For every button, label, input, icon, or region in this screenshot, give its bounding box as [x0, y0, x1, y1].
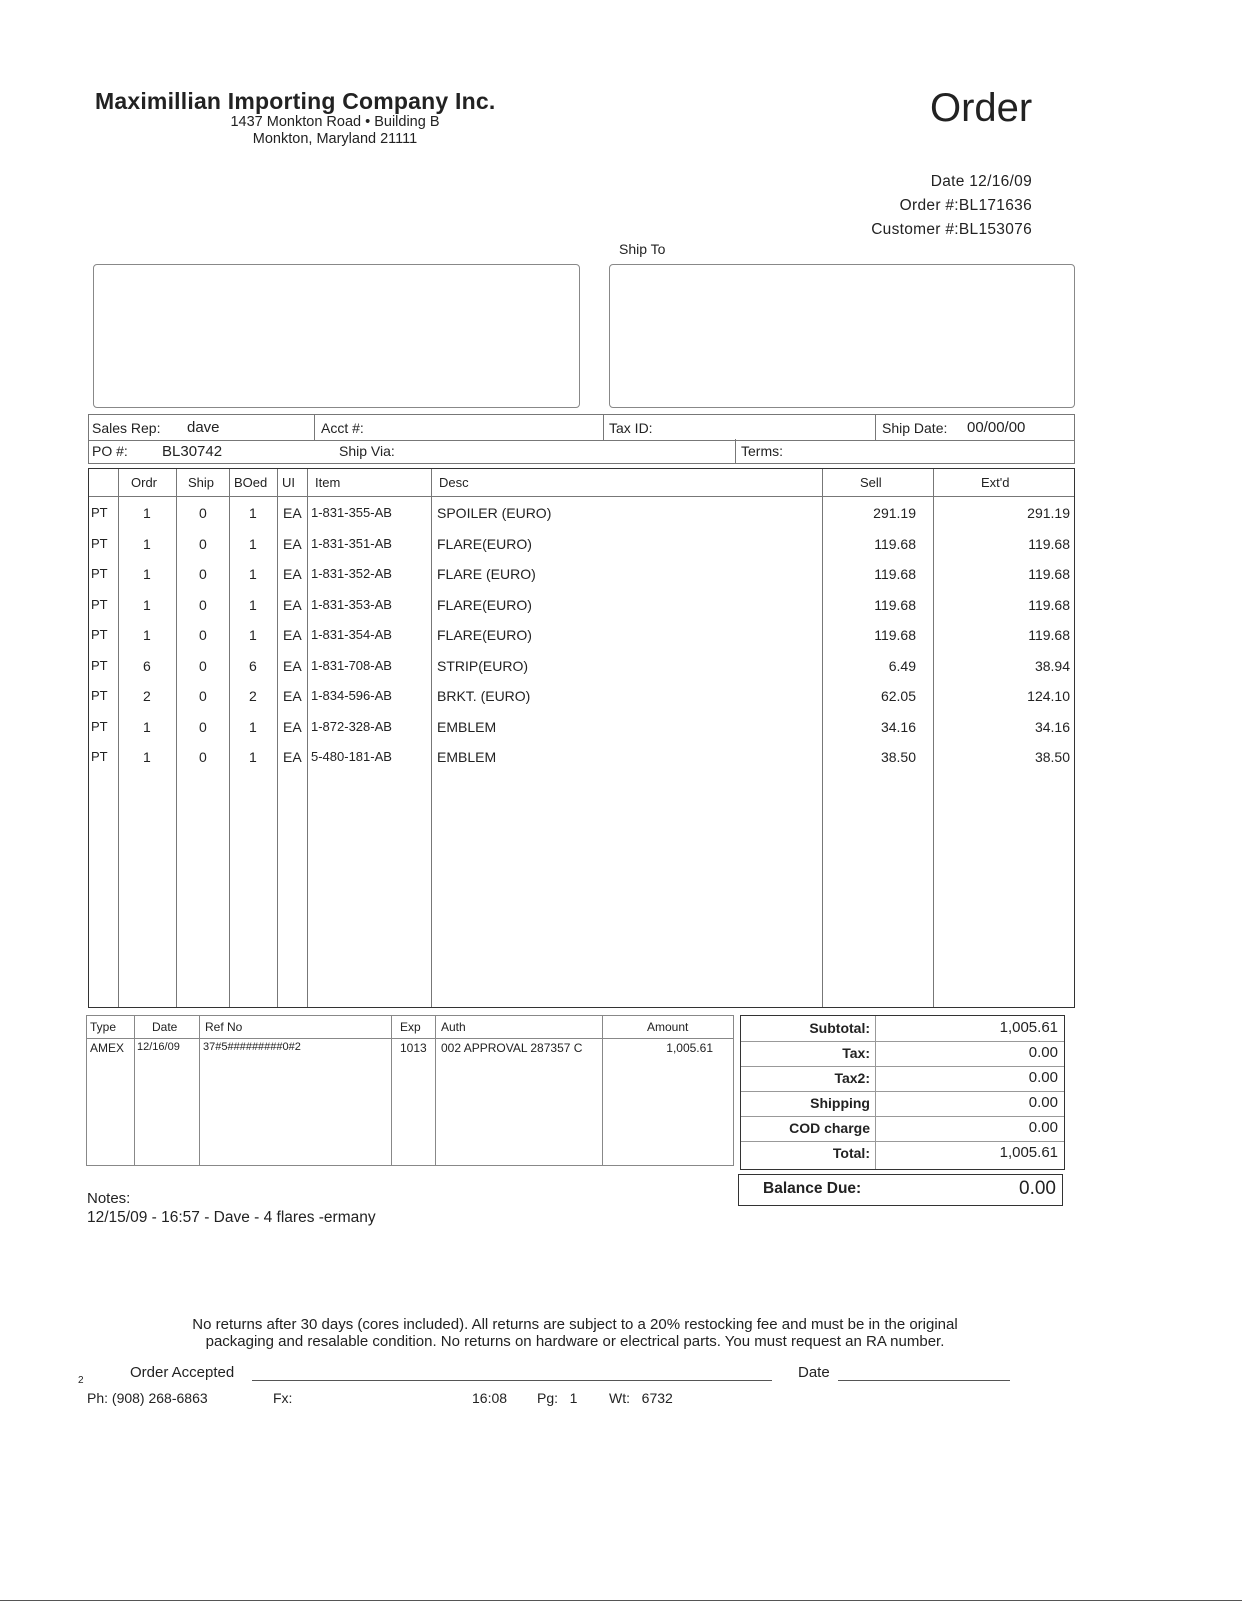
- item-ordr: 1: [143, 505, 151, 521]
- balance-due-value: 0.00: [1019, 1178, 1056, 1199]
- payment-type: AMEX: [90, 1041, 125, 1055]
- tax-id-label: Tax ID:: [609, 419, 653, 436]
- item-extd: 119.68: [1028, 535, 1070, 552]
- item-ui: EA: [283, 535, 302, 552]
- item-extd: 124.10: [1027, 688, 1070, 704]
- table-row: [89, 651, 1074, 681]
- line-items-table: [88, 468, 1075, 1008]
- totals-value: 0.00: [1028, 1044, 1058, 1061]
- po-label: PO #:: [92, 443, 128, 459]
- item-ship: 0: [199, 657, 207, 674]
- item-item: 1-831-353-AB: [311, 596, 392, 612]
- item-sell: 6.49: [888, 657, 916, 674]
- item-ship: 0: [199, 749, 207, 765]
- accept-date-label: Date: [798, 1364, 830, 1381]
- item-extd: 119.68: [1028, 566, 1070, 582]
- item-ui: EA: [283, 749, 302, 765]
- ship-date-value: 00/00/00: [967, 419, 1026, 436]
- info-divider: [875, 415, 876, 440]
- item-type: PT: [91, 596, 108, 612]
- item-desc: BRKT. (EURO): [437, 688, 531, 704]
- item-item: 1-831-355-AB: [311, 505, 392, 520]
- ship-to-label: Ship To: [619, 241, 666, 257]
- totals-value: 0.00: [1028, 1119, 1058, 1136]
- totals-row: [741, 1066, 1064, 1092]
- payment-header-date: Date: [152, 1020, 178, 1034]
- totals-value: 1,005.61: [999, 1019, 1058, 1036]
- header-ui: UI: [282, 475, 295, 490]
- header-sell: Sell: [860, 475, 882, 490]
- notes-text: 12/15/09 - 16:57 - Dave - 4 flares -ermany: [87, 1209, 376, 1226]
- item-ship: 0: [199, 566, 207, 582]
- item-desc: STRIP(EURO): [437, 657, 528, 674]
- info-divider: [314, 415, 315, 440]
- footer-weight: Wt: 6732: [609, 1390, 673, 1406]
- item-sell: 119.68: [874, 627, 916, 643]
- balance-due-label: Balance Due:: [763, 1180, 862, 1197]
- header-extd: Ext'd: [981, 475, 1010, 490]
- company-address-line2: Monkton, Maryland 21111: [252, 131, 418, 147]
- company-address-line1: 1437 Monkton Road • Building B: [230, 114, 440, 130]
- order-accepted-label: Order Accepted: [130, 1364, 235, 1381]
- header-ship: Ship: [188, 475, 215, 490]
- item-ordr: 1: [143, 596, 151, 613]
- footer-time: 16:08: [472, 1390, 508, 1406]
- accept-date-line: [838, 1380, 1010, 1381]
- terms-label: Terms:: [741, 443, 783, 459]
- footer-page: Pg: 1: [537, 1390, 578, 1406]
- item-boed: 1: [249, 596, 257, 613]
- info-row-po: [88, 439, 1075, 464]
- totals-value: 1,005.61: [999, 1144, 1058, 1161]
- item-ui: EA: [283, 566, 302, 582]
- company-name: Maximillian Importing Company Inc.: [95, 88, 496, 114]
- item-ordr: 1: [143, 566, 151, 582]
- item-sell: 119.68: [874, 596, 916, 613]
- item-boed: 1: [249, 627, 257, 643]
- item-ship: 0: [199, 627, 207, 643]
- totals-box: [740, 1015, 1065, 1170]
- item-desc: FLARE(EURO): [437, 627, 532, 643]
- payment-header-amount: Amount: [647, 1020, 689, 1034]
- table-row: [89, 712, 1074, 742]
- info-divider: [603, 415, 604, 440]
- return-policy-line2: packaging and resalable condition. No returns on hardware or electrical parts. You must request an RA number.: [205, 1333, 945, 1350]
- item-desc: EMBLEM: [437, 718, 497, 735]
- item-item: 1-831-351-AB: [311, 535, 392, 551]
- sales-rep-value: dave: [187, 419, 220, 436]
- item-desc: EMBLEM: [437, 749, 497, 765]
- item-item: 1-831-708-AB: [311, 657, 392, 673]
- item-ship: 0: [199, 688, 207, 704]
- items-header-row: [89, 469, 1074, 497]
- ship-date-label: Ship Date:: [882, 419, 948, 436]
- sales-rep-label: Sales Rep:: [92, 419, 161, 436]
- ship-to-box: [609, 264, 1075, 408]
- totals-row: [741, 1016, 1064, 1042]
- customer-number: Customer #:BL153076: [871, 221, 1032, 238]
- totals-label: Total:: [832, 1145, 870, 1161]
- item-ui: EA: [283, 688, 302, 704]
- item-ui: EA: [283, 596, 302, 613]
- payment-header-auth: Auth: [441, 1020, 466, 1034]
- info-divider: [735, 439, 736, 463]
- table-row: [89, 620, 1074, 650]
- payment-exp: 1013: [400, 1041, 427, 1055]
- item-sell: 62.05: [880, 688, 916, 704]
- item-boed: 1: [249, 535, 257, 552]
- payment-ref: 37#5#########0#2: [203, 1041, 301, 1053]
- item-ordr: 1: [143, 535, 151, 552]
- item-type: PT: [91, 566, 108, 581]
- item-desc: SPOILER (EURO): [437, 505, 552, 521]
- bill-to-box: [93, 264, 580, 408]
- header-ordr: Ordr: [131, 475, 157, 490]
- item-ordr: 1: [143, 718, 151, 735]
- payment-header-ref: Ref No: [205, 1020, 243, 1034]
- item-boed: 1: [249, 505, 257, 521]
- item-desc: FLARE(EURO): [437, 596, 532, 613]
- totals-label: Subtotal:: [809, 1020, 870, 1036]
- item-ordr: 6: [143, 657, 151, 674]
- return-policy: [110, 1316, 1040, 1350]
- totals-row: [741, 1141, 1064, 1166]
- acct-label: Acct #:: [321, 419, 364, 436]
- order-meta: [871, 170, 1032, 242]
- table-row: [89, 559, 1074, 589]
- item-ui: EA: [283, 627, 302, 643]
- item-extd: 38.50: [1034, 749, 1070, 765]
- footer-phone: Ph: (908) 268-6863: [87, 1390, 208, 1406]
- notes-label: Notes:: [87, 1190, 131, 1207]
- item-ordr: 1: [143, 749, 151, 765]
- header-boed: BOed: [234, 475, 268, 490]
- return-policy-line1: No returns after 30 days (cores included). All returns are subject to a 20% restocking fee and must be in the original: [192, 1316, 958, 1333]
- totals-label: COD charge: [789, 1120, 870, 1136]
- table-row: [89, 590, 1074, 620]
- item-ship: 0: [199, 596, 207, 613]
- item-sell: 34.16: [880, 718, 916, 735]
- totals-row: [741, 1091, 1064, 1117]
- item-extd: 291.19: [1027, 505, 1070, 521]
- item-sell: 291.19: [873, 505, 916, 521]
- payment-auth: 002 APPROVAL 287357 C: [441, 1041, 583, 1055]
- item-ui: EA: [283, 657, 302, 674]
- item-ordr: 2: [143, 688, 151, 704]
- payment-amount: 1,005.61: [666, 1041, 713, 1055]
- ship-via-label: Ship Via:: [339, 443, 395, 459]
- item-ship: 0: [199, 535, 207, 552]
- totals-label: Tax2:: [834, 1070, 870, 1086]
- item-boed: 2: [249, 688, 257, 704]
- payment-header-exp: Exp: [400, 1020, 421, 1034]
- payment-table: [86, 1015, 734, 1166]
- item-ui: EA: [283, 718, 302, 735]
- po-value: BL30742: [162, 442, 223, 460]
- balance-due-box: [738, 1174, 1063, 1206]
- totals-value: 0.00: [1028, 1094, 1058, 1111]
- item-desc: FLARE(EURO): [437, 535, 532, 552]
- bottom-rule: [0, 1600, 1242, 1601]
- footer-fax: Fx:: [273, 1390, 293, 1406]
- item-type: PT: [91, 718, 108, 734]
- item-extd: 119.68: [1028, 596, 1070, 613]
- item-extd: 119.68: [1028, 627, 1070, 643]
- item-boed: 1: [249, 566, 257, 582]
- item-ship: 0: [199, 505, 207, 521]
- item-type: PT: [91, 627, 108, 642]
- totals-value: 0.00: [1028, 1069, 1058, 1086]
- company-address: [200, 114, 470, 148]
- item-item: 1-831-352-AB: [311, 566, 392, 581]
- item-boed: 1: [249, 749, 257, 765]
- totals-row: [741, 1041, 1064, 1067]
- order-number: Order #:BL171636: [899, 197, 1032, 214]
- item-ordr: 1: [143, 627, 151, 643]
- item-type: PT: [91, 535, 108, 551]
- totals-label: Shipping: [810, 1095, 870, 1111]
- item-type: PT: [91, 505, 108, 520]
- header-item: Item: [315, 475, 341, 490]
- header-desc: Desc: [439, 475, 469, 490]
- item-sell: 119.68: [874, 566, 916, 582]
- item-item: 1-834-596-AB: [311, 688, 392, 703]
- order-date: Date 12/16/09: [930, 173, 1032, 190]
- totals-label: Tax:: [842, 1045, 870, 1061]
- item-extd: 34.16: [1034, 718, 1070, 735]
- item-type: PT: [91, 688, 108, 703]
- table-row: [89, 498, 1074, 528]
- item-item: 1-872-328-AB: [311, 718, 392, 734]
- item-boed: 1: [249, 718, 257, 735]
- payment-header-type: Type: [90, 1020, 117, 1034]
- table-row: [89, 529, 1074, 559]
- item-desc: FLARE (EURO): [437, 566, 536, 582]
- item-type: PT: [91, 749, 108, 764]
- item-sell: 119.68: [874, 535, 916, 552]
- item-item: 5-480-181-AB: [311, 749, 392, 764]
- page-mark: 2: [78, 1375, 84, 1386]
- item-sell: 38.50: [880, 749, 916, 765]
- document-title: Order: [930, 86, 1033, 130]
- totals-row: [741, 1116, 1064, 1142]
- payment-date: 12/16/09: [137, 1041, 180, 1053]
- item-boed: 6: [249, 657, 257, 674]
- payment-header-row: [87, 1016, 733, 1039]
- table-row: [89, 742, 1074, 772]
- table-row: [89, 681, 1074, 711]
- info-row-sales: [88, 414, 1075, 441]
- item-extd: 38.94: [1034, 657, 1070, 674]
- order-accepted-signature-line: [252, 1380, 772, 1381]
- item-type: PT: [91, 657, 108, 673]
- item-ui: EA: [283, 505, 302, 521]
- item-ship: 0: [199, 718, 207, 735]
- item-item: 1-831-354-AB: [311, 627, 392, 642]
